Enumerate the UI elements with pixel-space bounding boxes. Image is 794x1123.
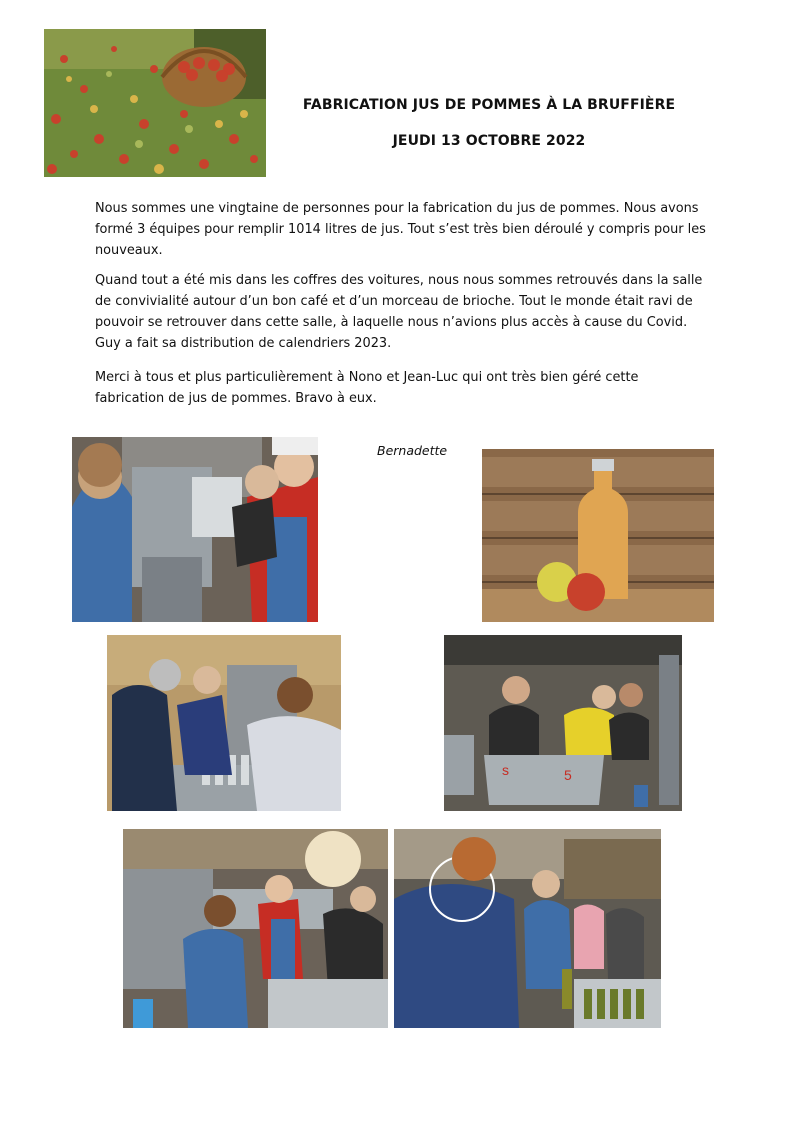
paragraph-2: Quand tout a été mis dans les coffres des voitures, nous nous sommes retrouvés dans la salle de convivialité autour d’un bon café et d’un morceau de brioche. Tout le monde était ravi de pouvoir se retrouver dans cette salle, à laquelle nous n’avions plus accès à cause du Covid. Guy a fait sa distribution de calendriers 2023. [95,273,703,351]
photo-bottle-crates [394,829,661,1028]
photo-filling-machine [72,437,318,622]
paragraph-1: Nous sommes une vingtaine de personnes pour la fabrication du jus de pommes. Nous avons formé 3 équipes pour remplir 1014 litres de jus. Tout s’est très bien déroulé y compris pour les nouveaux. [95,201,706,258]
photo-bottling-team [107,635,341,811]
event-date: JEUDI 13 OCTOBRE 2022 [392,133,586,149]
paragraph-3: Merci à tous et plus particulièrement à Nono et Jean-Luc qui ont très bien géré cette fabrication de jus de pommes. Bravo à eux. [95,370,639,406]
svg-text:5: 5 [564,767,572,783]
photo-production-line [123,829,388,1028]
svg-text:s: s [502,762,509,778]
photo-juice-bottle [482,449,714,622]
photo-stainless-tank [444,635,682,811]
header-apples-photo [44,29,266,177]
signature: Bernadette [377,443,448,458]
page-title: FABRICATION JUS DE POMMES À LA BRUFFIÈRE [302,97,676,113]
